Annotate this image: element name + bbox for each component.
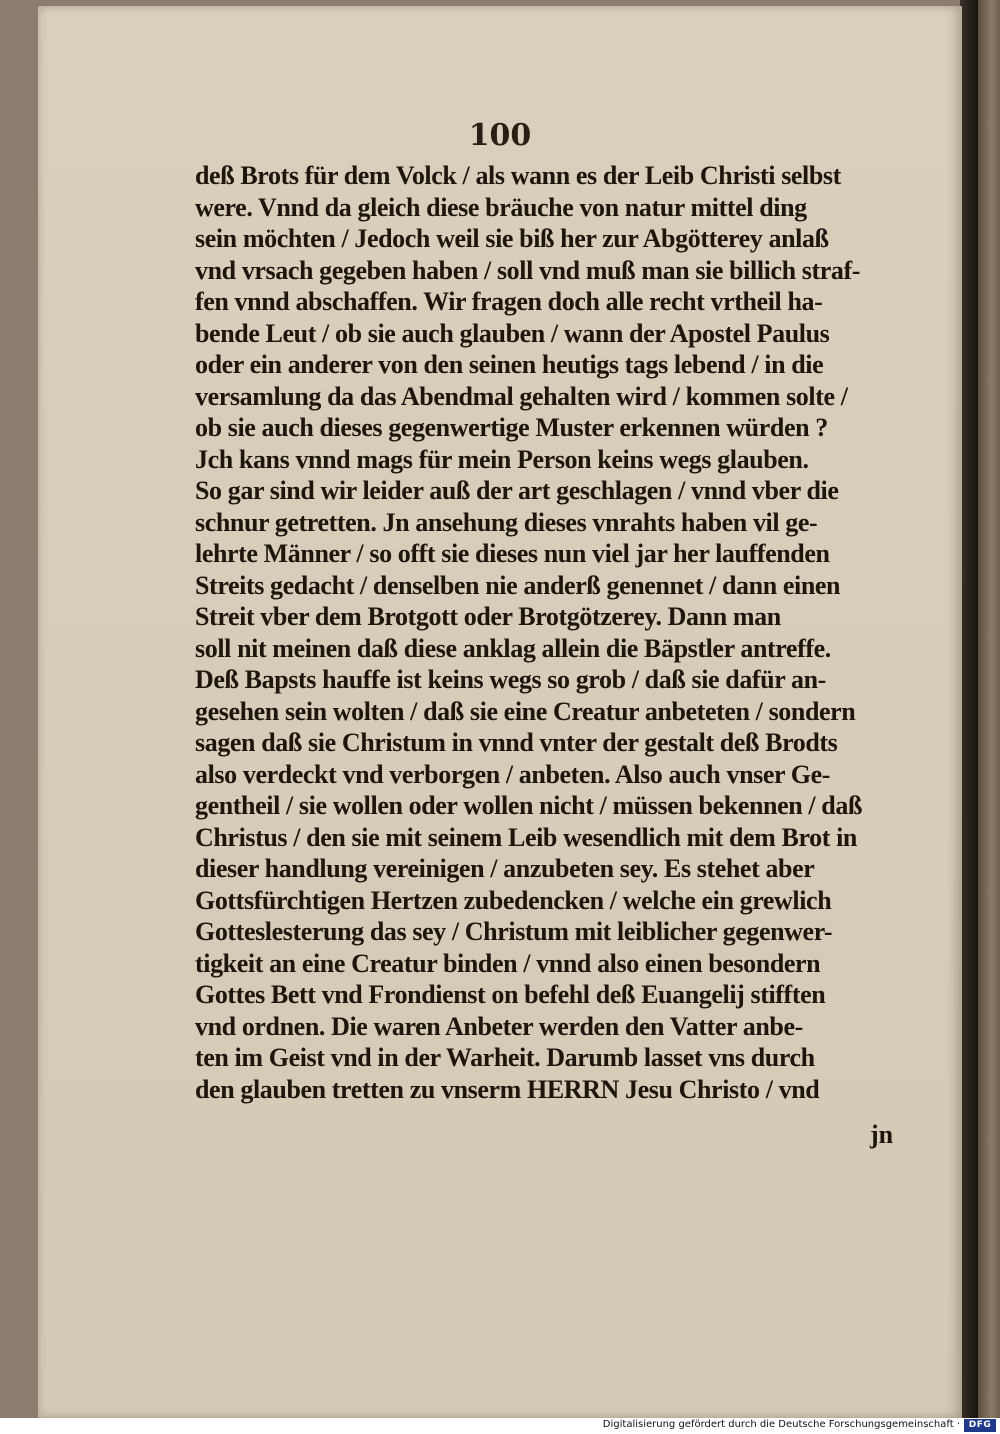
page-number: 100 (468, 118, 532, 153)
dfg-logo[interactable]: DFG (964, 1419, 996, 1432)
text-line: Streit vber dem Brotgott oder Brotgötzerey. Dann man (195, 602, 781, 631)
text-line: Deß Bapsts hauffe ist keins wegs so grob / daß sie dafür an- (195, 665, 826, 694)
text-line: tigkeit an eine Creatur binden / vnnd also einen besondern (195, 948, 821, 978)
book-edge-strip (978, 0, 1000, 1418)
text-line: dieser handlung vereinigen / anzubeten sey. Es stehet aber (195, 854, 815, 883)
text-line: gesehen sein wolten / daß sie eine Creatur anbeteten / sondern (195, 696, 856, 726)
text-line: Jch kans vnnd mags für mein Person keins wegs glauben. (195, 444, 809, 474)
text-line: Gotteslesterung das sey / Christum mit leiblicher gegenwer- (195, 917, 833, 946)
text-line: oder ein anderer von den seinen heutigs tags lebend / in die (195, 350, 824, 379)
body-text (195, 160, 915, 1105)
text-line: deß Brots für dem Volck / als wann es der Leib Christi selbst (195, 161, 841, 190)
catchword: jn (870, 1120, 894, 1149)
text-line: lehrte Männer / so offt sie dieses nun viel jar her lauffenden (195, 539, 830, 568)
funding-credit[interactable]: Digitalisierung gefördert durch die Deutsche Forschungsgemeinschaft · (602, 1419, 960, 1430)
text-line: versamlung da das Abendmal gehalten wird / kommen solte / (195, 381, 848, 411)
text-line: Gottsfürchtigen Hertzen zubedencken / welche ein grewlich (195, 885, 832, 915)
text-line: schnur getretten. Jn ansehung dieses vnrahts haben vil ge- (195, 507, 818, 537)
text-line: ten im Geist vnd in der Warheit. Darumb lasset vns durch (195, 1043, 815, 1072)
text-line: So gar sind wir leider auß der art geschlagen / vnnd vber die (195, 476, 839, 505)
text-line: soll nit meinen daß diese anklag allein die Bäpstler antreffe. (195, 633, 831, 663)
text-line: fen vnnd abschaffen. Wir fragen doch alle recht vrtheil ha- (195, 287, 823, 316)
text-line: sein möchten / Jedoch weil sie biß her zur Abgötterey anlaß (195, 224, 829, 253)
text-line: Christus / den sie mit seinem Leib wesendlich mit dem Brot in (195, 822, 857, 852)
text-line: ob sie auch dieses gegenwertige Muster erkennen würden ? (195, 413, 828, 442)
text-line: were. Vnnd da gleich diese bräuche von natur mittel ding (195, 192, 807, 222)
text-line: bende Leut / ob sie auch glauben / wann der Apostel Paulus (195, 318, 830, 348)
text-line: vnd vrsach gegeben haben / soll vnd muß man sie billich straf- (195, 255, 861, 285)
footer (0, 1418, 1000, 1434)
text-line: vnd ordnen. Die waren Anbeter werden den Vatter anbe- (195, 1011, 803, 1041)
text-line: Gottes Bett vnd Frondienst on befehl deß Euangelij stifften (195, 980, 826, 1009)
text-line: gentheil / sie wollen oder wollen nicht / müssen bekennen / daß (195, 791, 863, 820)
text-line: Streits gedacht / denselben nie anderß genennet / dann einen (195, 570, 841, 600)
text-line: also verdeckt vnd verborgen / anbeten. Also auch vnser Ge- (195, 759, 830, 789)
text-line: sagen daß sie Christum in vnnd vnter der gestalt deß Brodts (195, 728, 838, 757)
text-line: den glauben tretten zu vnserm HERRN Jesu Christo / vnd (195, 1074, 820, 1104)
